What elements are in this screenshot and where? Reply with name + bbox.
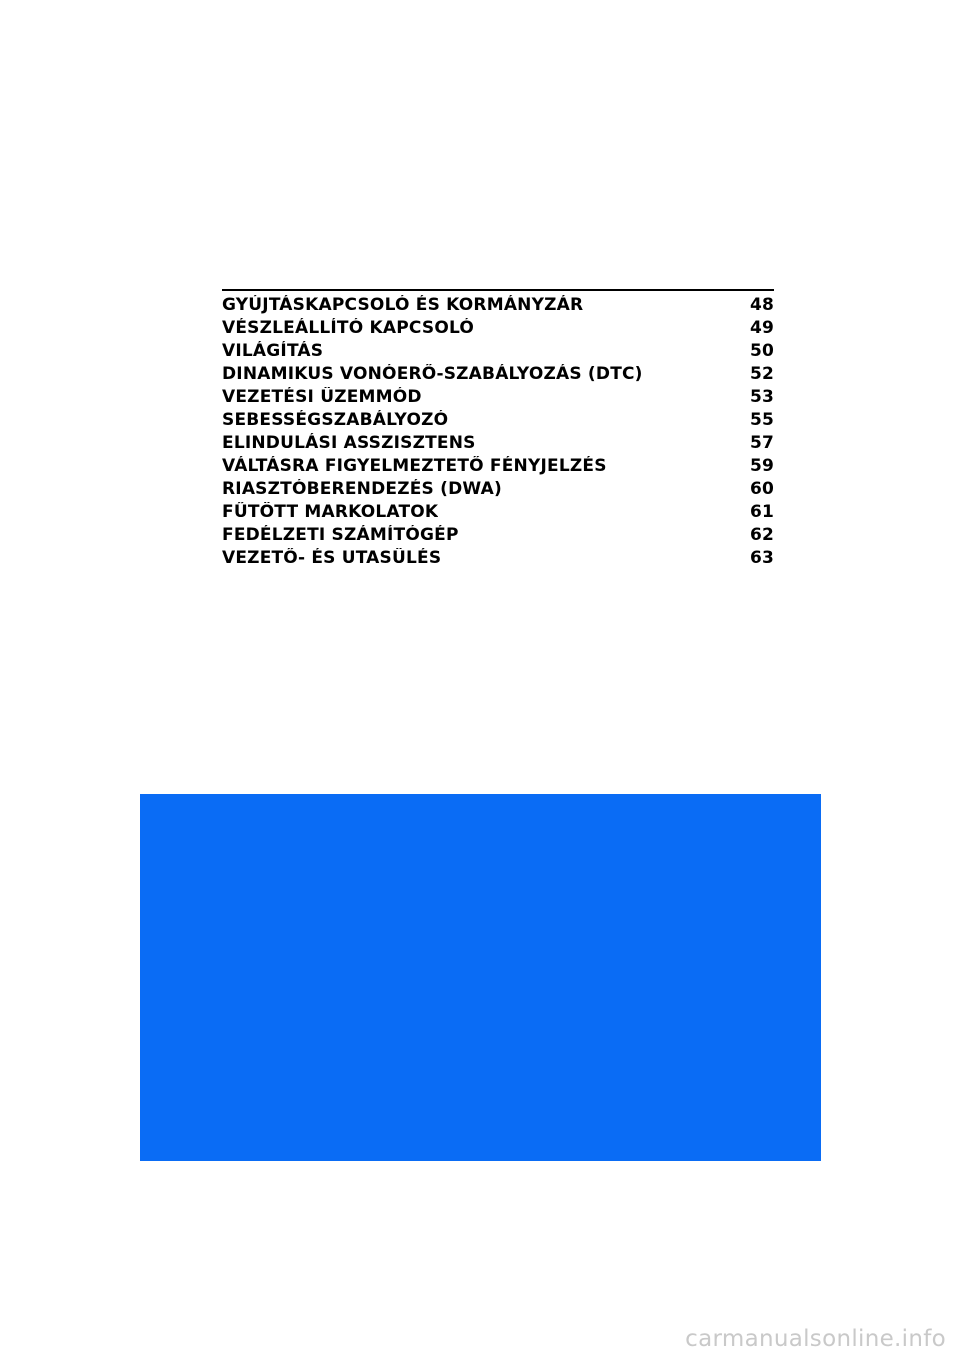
toc-entry-title: VEZETÉSI ÜZEMMÓD [222,386,422,407]
toc-entry-page: 49 [749,317,774,338]
toc-entry[interactable] [222,316,774,339]
toc-entry[interactable] [222,431,774,454]
toc-entry-page: 57 [749,432,774,453]
toc-entry-title: DINAMIKUS VONÓERŐ-SZABÁLYOZÁS (DTC) [222,363,643,384]
blue-panel [140,794,821,1161]
toc-entry[interactable] [222,339,774,362]
toc-entry-page: 63 [749,547,774,568]
toc-entry-page: 62 [749,524,774,545]
toc-entry-page: 53 [749,386,774,407]
toc-entry-title: RIASZTÓBERENDEZÉS (DWA) [222,478,502,499]
toc-entry-page: 48 [749,294,774,315]
toc-entry-page: 59 [749,455,774,476]
toc-entry-page: 61 [749,501,774,522]
toc-entry[interactable] [222,477,774,500]
toc-entry-title: ELINDULÁSI ASSZISZTENS [222,432,476,453]
toc-entry-page: 60 [749,478,774,499]
toc-entry-title: FEDÉLZETI SZÁMÍTÓGÉP [222,524,459,545]
toc-entry-title: GYÚJTÁSKAPCSOLÓ ÉS KORMÁNYZÁR [222,294,584,315]
toc-entry[interactable] [222,408,774,431]
toc-entry[interactable] [222,362,774,385]
toc-entry[interactable] [222,454,774,477]
toc-entry[interactable] [222,546,774,569]
toc-entry[interactable] [222,523,774,546]
toc-entry-page: 55 [749,409,774,430]
toc-entry[interactable] [222,293,774,316]
table-of-contents [222,289,774,569]
toc-entry-title: VILÁGÍTÁS [222,340,324,361]
watermark-text: carmanualsonline.info [685,1326,946,1352]
toc-entry-title: VÉSZLEÁLLÍTÓ KAPCSOLÓ [222,317,475,338]
toc-entry-title: VÁLTÁSRA FIGYELMEZTETŐ FÉNYJELZÉS [222,455,607,476]
toc-entry[interactable] [222,385,774,408]
toc-entry-title: SEBESSÉGSZABÁLYOZÓ [222,409,449,430]
toc-entry[interactable] [222,500,774,523]
toc-entry-page: 52 [749,363,774,384]
toc-entry-title: VEZETŐ- ÉS UTASÜLÉS [222,547,442,568]
toc-entry-title: FŰTÖTT MARKOLATOK [222,501,439,522]
toc-entry-page: 50 [749,340,774,361]
